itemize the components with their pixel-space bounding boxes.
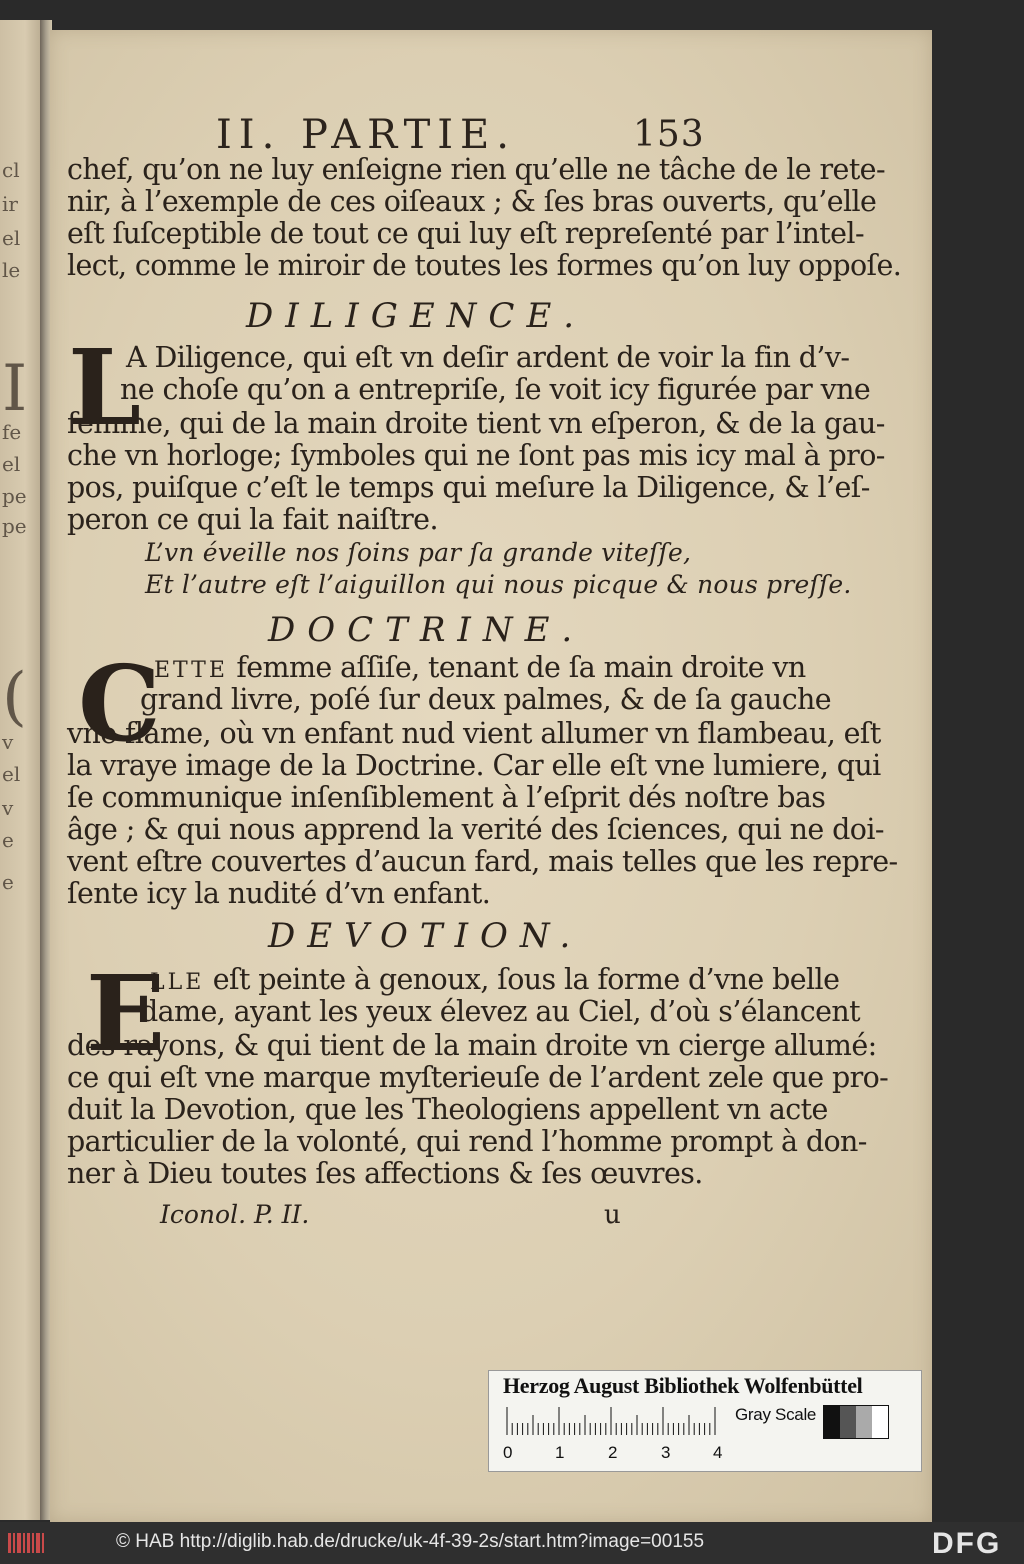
facing-page-fragment: e — [2, 828, 14, 852]
text-run: eſt peinte à genoux, ſous la forme d’vne belle — [204, 963, 840, 996]
verse-line: L’vn éveille nos ſoins par ſa grande viteſſe, — [145, 538, 692, 567]
facing-page-edge — [0, 20, 42, 1520]
drop-cap-c: C — [78, 642, 161, 765]
facing-page-fragment: e — [2, 870, 14, 894]
text-line: dame, ayant les yeux élevez au Ciel, d’où s’élancent — [140, 995, 860, 1028]
section-heading-diligence: DILIGENCE. — [246, 296, 587, 336]
footer-link[interactable]: © HAB http://diglib.hab.de/drucke/uk-4f-39-2s/start.htm?image=00155 — [116, 1531, 705, 1552]
section-heading-doctrine: DOCTRINE. — [268, 610, 585, 650]
section-heading-devotion: DEVOTION. — [268, 916, 583, 956]
facing-page-fragment: cl — [2, 158, 20, 182]
gray-scale-label: Gray Scale — [735, 1405, 817, 1424]
facing-page-fragment: le — [2, 258, 21, 282]
text-line: che vn horloge; ſymboles qui ne ſont pas mis icy mal à pro- — [67, 439, 885, 472]
text-line: femme, qui de la main droite tient vn eſperon, & de la gau- — [67, 407, 885, 440]
gray-swatch — [840, 1406, 856, 1438]
text-line: eſt ſuſceptible de tout ce qui luy eſt repreſenté par l’intel- — [67, 217, 864, 250]
facing-page-fragment: ( — [2, 660, 27, 734]
gray-scale-bar — [823, 1405, 889, 1439]
ruler-number: 2 — [608, 1443, 618, 1462]
text-line: vne flame, où vn enfant nud vient allumer vn flambeau, eſt — [67, 717, 881, 750]
text-line: vent eſtre couvertes d’aucun fard, mais telles que les repre- — [67, 845, 898, 878]
facing-page-fragment: fe — [2, 420, 22, 444]
gray-swatch — [872, 1406, 888, 1438]
text-line: ſente icy la nudité d’vn enfant. — [67, 877, 491, 910]
small-caps: LLE — [150, 970, 205, 995]
text-line: nir, à l’exemple de ces oiſeaux ; & ſes bras ouverts, qu’elle — [67, 185, 877, 218]
barcode-icon — [6, 1530, 46, 1556]
text-line: particulier de la volonté, qui rend l’homme prompt à don- — [67, 1125, 867, 1158]
text-line: grand livre, poſé ſur deux palmes, & de ſa gauche — [140, 683, 832, 716]
ruler-number: 3 — [661, 1443, 671, 1462]
text-run: femme aſſiſe, tenant de ſa main droite vn — [227, 651, 806, 684]
text-line: ſe communique inſenſiblement à l’eſprit dés noſtre bas — [67, 781, 826, 814]
facing-page-fragments — [0, 20, 42, 1520]
text-line: ce qui eſt vne marque myſterieuſe de l’ardent zele que pro- — [67, 1061, 889, 1094]
signature-line: Iconol. P. II. — [160, 1200, 310, 1229]
small-caps: ETTE — [154, 658, 228, 683]
text-line: âge ; & qui nous apprend la verité des ſciences, qui ne doi- — [67, 813, 884, 846]
facing-page-fragment: pe — [2, 484, 27, 508]
footer-bar — [0, 1522, 1024, 1564]
text-line: chef, qu’on ne luy enſeigne rien qu’elle ne tâche de le rete- — [67, 153, 885, 186]
ruler-number: 4 — [713, 1443, 723, 1462]
facing-page-fragment: I — [2, 352, 28, 426]
verse-line: Et l’autre eſt l’aiguillon qui nous picque & nous preſſe. — [145, 570, 852, 599]
text-line: ne choſe qu’on a entrepriſe, ſe voit icy figurée par vne — [120, 373, 871, 406]
signature-mark: u — [604, 1200, 621, 1230]
ruler-number: 1 — [555, 1443, 565, 1462]
facing-page-fragment: v — [2, 796, 14, 820]
text-line — [150, 964, 839, 999]
running-title: II. PARTIE. — [216, 112, 516, 158]
text-line: la vraye image de la Doctrine. Car elle eſt vne lumiere, qui — [67, 749, 881, 782]
facing-page-fragment: el — [2, 452, 21, 476]
text-line — [154, 652, 806, 687]
drop-cap-l: L — [68, 326, 142, 449]
facing-page-fragment: el — [2, 226, 21, 250]
dfg-logo: DFG — [932, 1527, 1002, 1560]
text-line: peron ce qui la fait naiſtre. — [67, 503, 438, 536]
text-line: des rayons, & qui tient de la main droite vn cierge allumé: — [67, 1029, 877, 1062]
gray-swatch — [856, 1406, 872, 1438]
facing-page-fragment: el — [2, 762, 21, 786]
book-page — [50, 30, 932, 1522]
text-line: A Diligence, qui eſt vn deſir ardent de voir la fin d’v- — [126, 341, 850, 374]
text-line: lect, comme le miroir de toutes les formes qu’on luy oppoſe. — [67, 249, 902, 282]
scale-ruler — [505, 1405, 717, 1435]
text-line: pos, puiſque c’eſt le temps qui meſure la Diligence, & l’eſ- — [67, 471, 870, 504]
page-number: 153 — [633, 114, 705, 155]
text-line: duit la Devotion, que les Theologiens appellent vn acte — [67, 1093, 828, 1126]
text-line: ner à Dieu toutes ſes affections & ſes œuvres. — [67, 1157, 703, 1190]
ruler-number: 0 — [503, 1443, 513, 1462]
drop-cap-e: E — [86, 952, 166, 1075]
color-calibration-card — [488, 1370, 922, 1472]
facing-page-fragment: v — [2, 730, 14, 754]
card-title: Herzog August Bibliothek Wolfenbüttel — [503, 1373, 863, 1398]
gray-swatch — [824, 1406, 840, 1438]
facing-page-fragment: pe — [2, 514, 27, 538]
facing-page-fragment: ir — [2, 192, 18, 216]
